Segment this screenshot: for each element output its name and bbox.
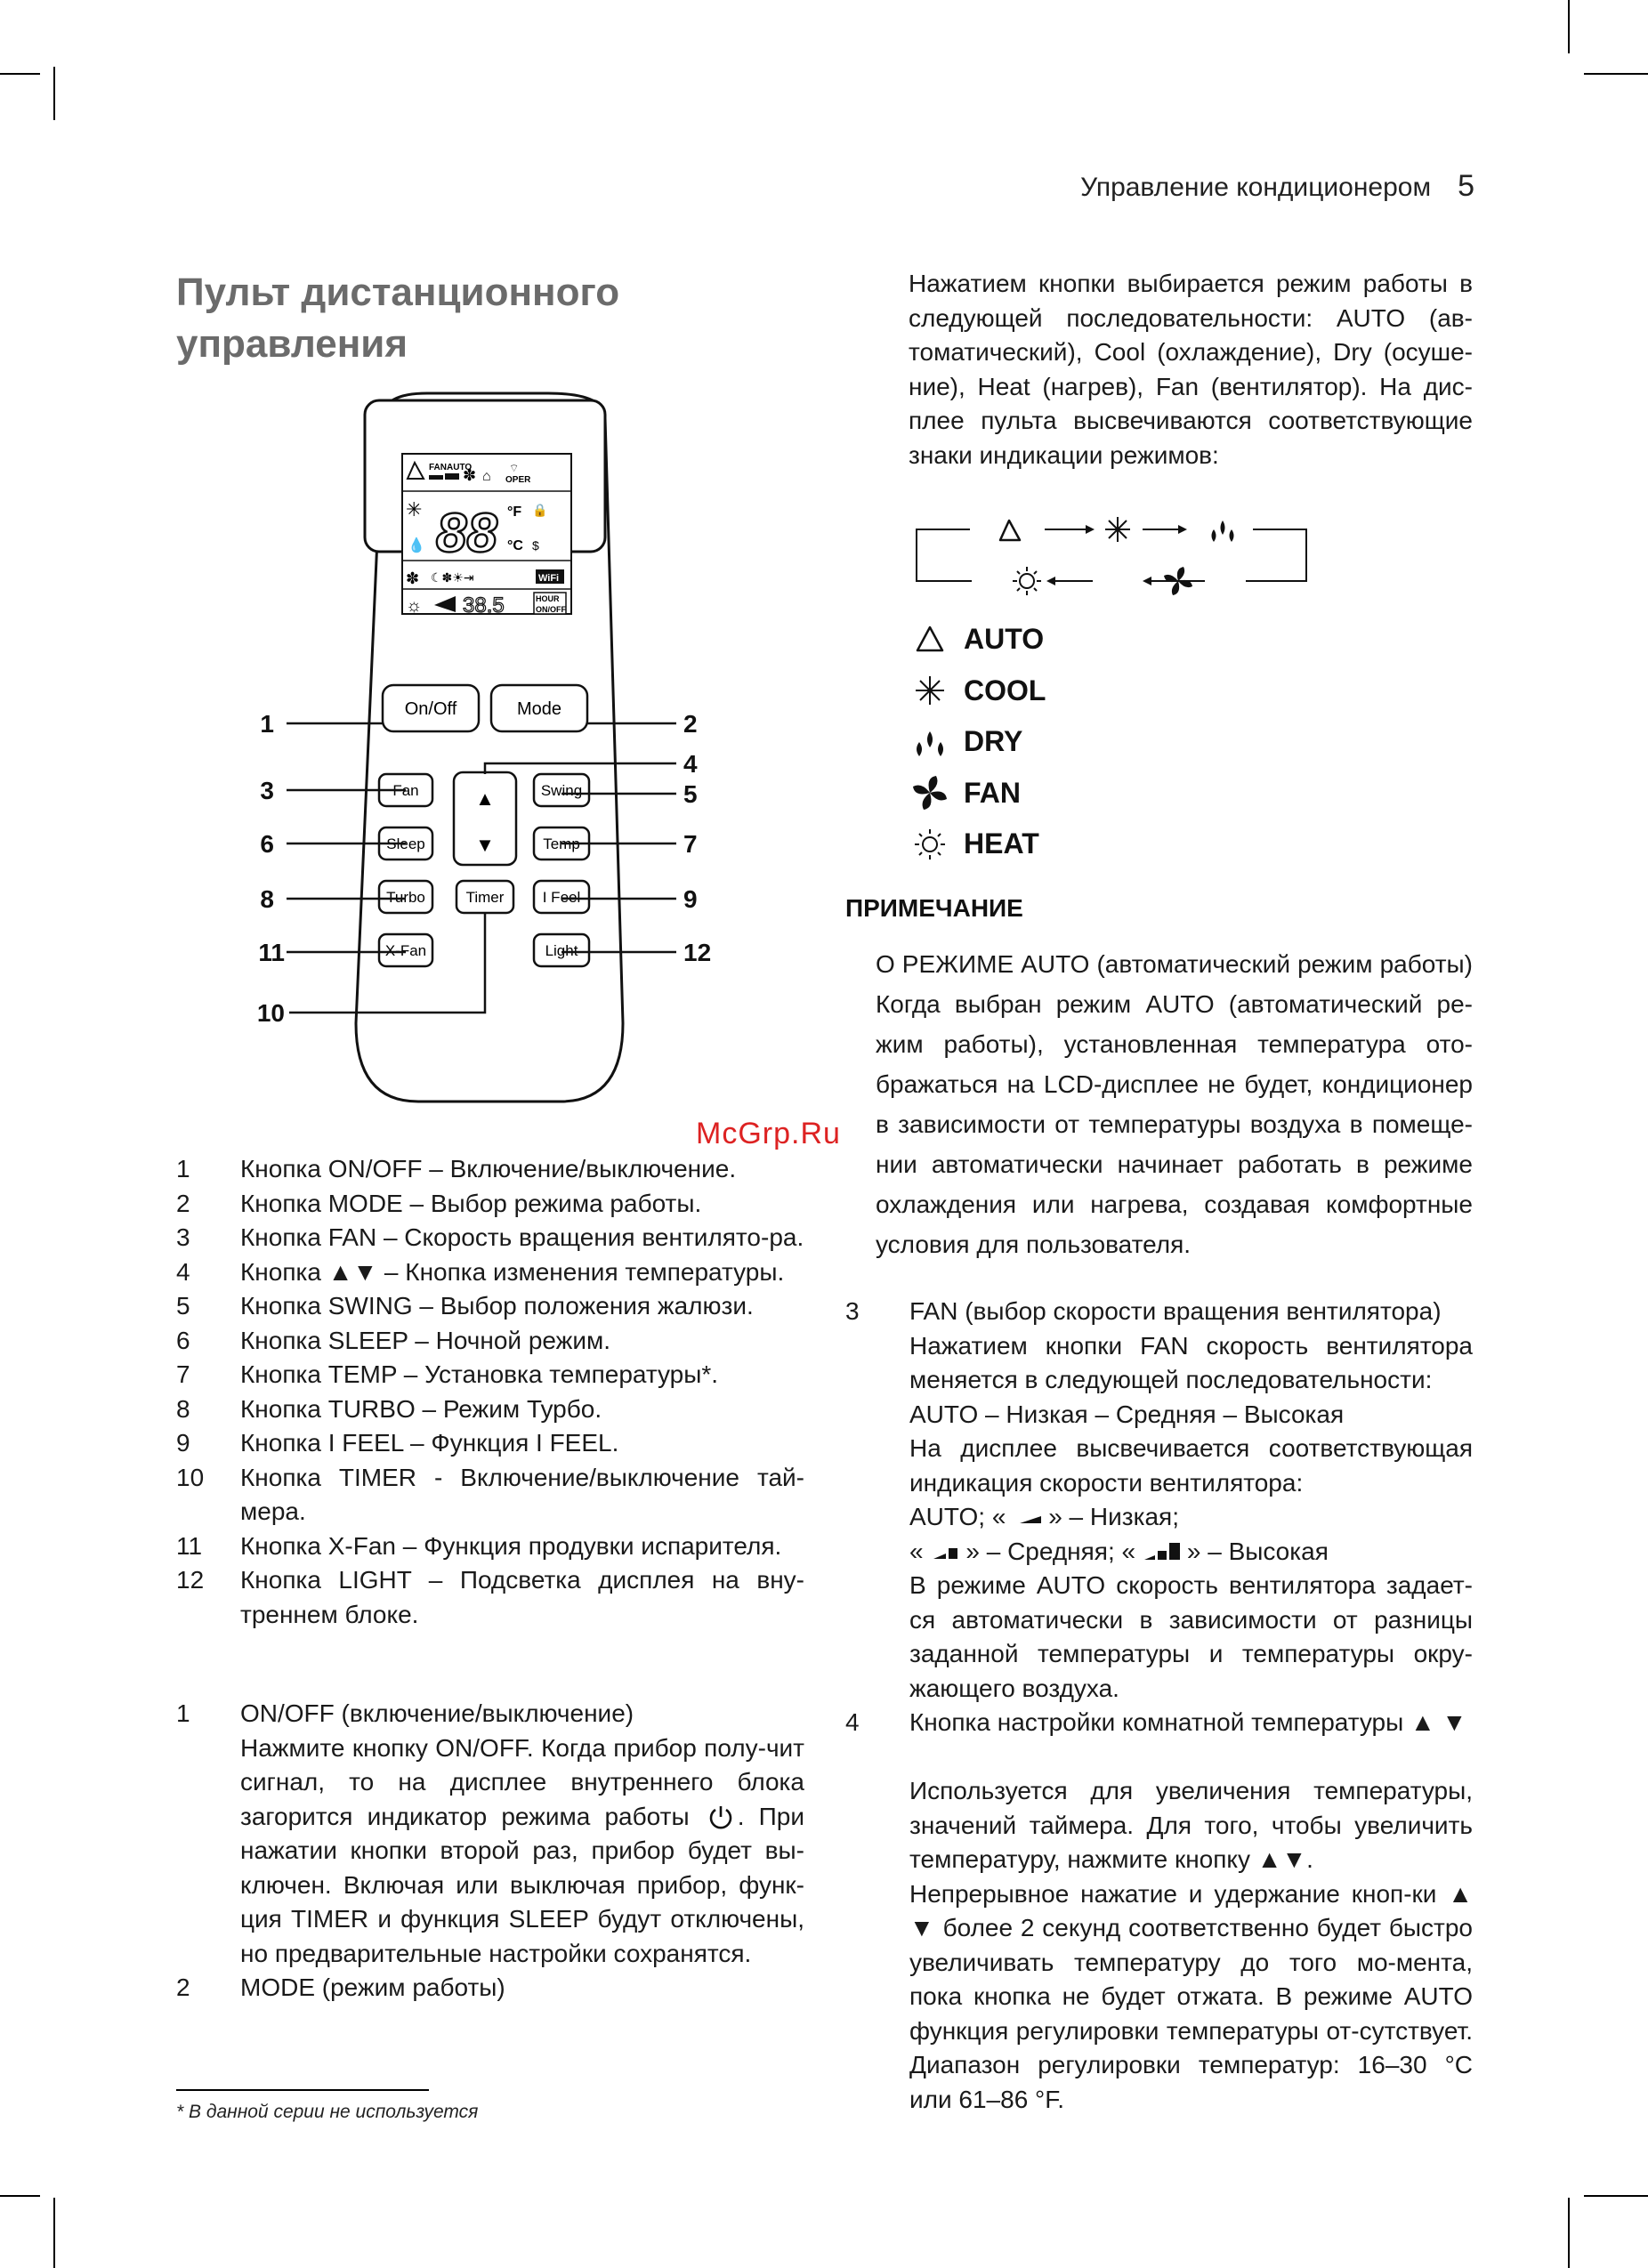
list-number: 12 (176, 1566, 205, 1594)
auto-icon (1000, 521, 1020, 540)
callout-11: 11 (258, 939, 285, 966)
mode-label: AUTO (964, 623, 1045, 656)
dollar-icon: $ (532, 538, 539, 553)
fan-icon: ✽ (463, 466, 477, 484)
item-body: AUTO – Низкая – Средняя – Высокая (909, 1400, 1345, 1428)
lcd-wifi: WiFi (538, 573, 560, 584)
list-text: Кнопка LIGHT – Подсветка дисплея на вну-треннем блоке. (240, 1566, 804, 1628)
sun-icon (1013, 567, 1041, 595)
mode-label: FAN (964, 776, 1021, 809)
list-item (176, 1697, 804, 1971)
fan-icon (1164, 567, 1192, 595)
list-number: 11 (176, 1531, 203, 1560)
list-number: 9 (176, 1429, 190, 1457)
list-item (176, 1152, 804, 1187)
callout-9: 9 (683, 885, 698, 913)
sun-icon (912, 825, 958, 864)
callout-7: 7 (683, 830, 698, 858)
swing-button-label: Swing (540, 782, 583, 799)
note-text: О РЕЖИМЕ AUTO (автоматический режим работы) Когда выбран режим AUTO (автоматический ре-жим работы), установленная температура ото-бражаться на LCD-дисплее не будет, кондиционер в зависимости от температуры воздуха в помеще-нии автоматически начинает работать в режиме охлаждения или нагрева, создавая комфортные условия для пользователя. (876, 950, 1473, 1258)
item-title: Кнопка настройки комнатной температуры ▲ ▼ (909, 1708, 1467, 1736)
item-title: FAN (выбор скорости вращения вентилятора) (909, 1297, 1442, 1325)
remote-illustration (249, 383, 730, 1139)
lcd-deg-f: °F (507, 504, 522, 520)
list-text: Кнопка SLEEP – Ночной режим. (240, 1326, 611, 1354)
title-line: управления (176, 322, 408, 366)
title-line: Пульт дистанционного (176, 270, 620, 314)
mode-legend (912, 614, 1046, 870)
list-text: Кнопка TEMP – Установка температуры*. (240, 1360, 719, 1388)
fan-speed-mid-high: « » – Средняя; « » – Высокая (909, 1537, 1329, 1565)
callout-1: 1 (260, 710, 274, 738)
house-icon: ⌂ (482, 469, 491, 484)
power-icon (707, 1804, 734, 1830)
list-number: 10 (176, 1463, 205, 1491)
temp-button-label: Temp (543, 835, 580, 852)
list-text: Кнопка TIMER - Включение/выключение тай-мера. (240, 1463, 804, 1525)
ifeel-button-label: I Feel (542, 889, 581, 906)
sun-icon: ☼ (406, 596, 423, 616)
item-title: ON/OFF (включение/выключение) (240, 1699, 634, 1727)
item-title: MODE (режим работы) (240, 1973, 505, 2001)
list-text: Кнопка FAN – Скорость вращения вентилято-ра. (240, 1223, 804, 1251)
wifi-signal-icon: ⌔ (509, 462, 520, 474)
lcd-fan-label: FAN (429, 463, 447, 472)
callout-4: 4 (683, 750, 698, 778)
snowflake-icon (1105, 517, 1130, 542)
mode-button-label: Mode (516, 699, 562, 719)
footnote-divider (176, 2089, 429, 2091)
list-item (912, 768, 1046, 819)
crop-mark (1568, 0, 1570, 53)
lcd-hour: HOUR (536, 594, 560, 603)
footnote: * В данной серии не используется (176, 2102, 479, 2122)
list-number: 2 (176, 1189, 190, 1217)
fan-icon: ✽ (406, 569, 420, 587)
button-legend-list (176, 1152, 804, 1632)
list-text: Кнопка X-Fan – Функция продувки испарителя. (240, 1531, 782, 1560)
item-body: Непрерывное нажатие и удержание кноп-ки ▲ ▼ более 2 секунд соответственно будет быстро увеличивать температуру до того мо-мента, пока кнопка не будет отжата. В режиме AUTO функция регулировки температуры от-сутствует. Диапазон регулировки температур: 16–30 °C или 61–86 °F. (909, 1879, 1473, 2113)
crop-mark (53, 67, 55, 120)
list-number: 4 (845, 1708, 860, 1736)
list-number: 1 (176, 1155, 190, 1182)
light-button-label: Light (545, 942, 578, 959)
item-body: Используется для увеличения температуры, значений таймера. Для того, чтобы увеличить температуру, нажмите кнопку ▲▼. (909, 1777, 1473, 1873)
lcd-temperature: 88 (436, 503, 497, 564)
item-body: Нажмите кнопку ON/OFF. Когда прибор полу-чит сигнал, то на дисплее внутреннего блока загорится индикатор режима работы . При нажатии кнопки второй раз, прибор будет вы-ключен. Включая или выключая прибор, функ-ция TIMER и функция SLEEP будут отключены, но предварительные настройки сохранятся. (240, 1733, 804, 1967)
list-item (176, 1529, 804, 1564)
list-item (176, 1358, 804, 1392)
list-text: Кнопка MODE – Выбор режима работы. (240, 1189, 702, 1217)
item-body: В режиме AUTO скорость вентилятора задает-ся автоматически в зависимости от разницы заданной температуры и температуры окру-жающего воздуха. (909, 1571, 1473, 1702)
fan-icon (912, 773, 958, 812)
lcd-timer-value: 38.5 (463, 593, 505, 617)
lcd-oper-label: OPER (505, 475, 531, 485)
item-body: На дисплее высвечивается соответствующая индикация скорости вентилятора: (909, 1434, 1473, 1497)
list-number: 3 (845, 1297, 860, 1325)
list-item (176, 1255, 804, 1290)
callout-6: 6 (260, 830, 274, 858)
snowflake-icon: ✳ (406, 498, 423, 521)
callout-8: 8 (260, 885, 274, 913)
list-item (176, 1563, 804, 1632)
fan-button-label: Fan (392, 782, 419, 799)
callout-3: 3 (260, 777, 274, 804)
mode-cycle-diagram (908, 503, 1335, 609)
list-item (176, 1324, 804, 1359)
lcd-deg-c: °C (507, 538, 523, 553)
list-number: 8 (176, 1394, 190, 1423)
crop-mark (0, 73, 40, 75)
drops-icon: 💧 (408, 538, 425, 553)
list-item (176, 1392, 804, 1427)
fan-speed-high-icon (1143, 1540, 1187, 1563)
header-section: Управление кондиционером (1080, 173, 1432, 202)
crop-mark (1584, 2195, 1648, 2197)
drops-icon (912, 722, 958, 762)
list-item (176, 1461, 804, 1529)
onoff-button-label: On/Off (404, 699, 457, 719)
fan-speed-low: AUTO; « » – Низкая; (909, 1503, 1179, 1530)
temp-up-icon: ▲ (475, 787, 495, 810)
item-body: Нажатием кнопки FAN скорость вентилятора меняется в следующей последовательности: (909, 1331, 1473, 1393)
note-heading: ПРИМЕЧАНИЕ (845, 894, 1023, 922)
lcd-auto-label: AUTO (447, 463, 473, 472)
timer-button-label: Timer (465, 889, 505, 906)
list-item (845, 1706, 1473, 2117)
mode-label: DRY (964, 725, 1023, 758)
turbo-button-label: Turbo (386, 889, 425, 906)
sleep-icon: ☾✽☀⇥ (431, 570, 474, 585)
list-item (912, 614, 1046, 666)
list-item (845, 1295, 1473, 1706)
list-number: 3 (176, 1223, 190, 1251)
auto-icon (912, 620, 958, 659)
list-number: 1 (176, 1699, 190, 1727)
list-text: Кнопка I FEEL – Функция I FEEL. (240, 1429, 619, 1457)
drops-icon (1212, 521, 1234, 542)
xfan-button-label: X-Fan (384, 942, 427, 959)
list-text: Кнопка TURBO – Режим Турбо. (240, 1394, 602, 1423)
page-number: 5 (1458, 169, 1474, 203)
crop-mark (53, 2198, 55, 2268)
fan-speed-low-icon (1013, 1509, 1048, 1527)
list-text: Кнопка ON/OFF – Включение/выключение. (240, 1155, 737, 1182)
fan-speed-mid-icon (930, 1543, 965, 1562)
list-text: Кнопка ▲▼ – Кнопка изменения температуры. (240, 1257, 785, 1286)
list-item (912, 716, 1046, 768)
remote-svg (249, 383, 730, 1139)
mode-label: HEAT (964, 827, 1039, 860)
lock-icon: 🔒 (532, 503, 548, 517)
running-header (1080, 169, 1474, 204)
list-text: Кнопка SWING – Выбор положения жалюзи. (240, 1292, 754, 1320)
list-number: 5 (176, 1292, 190, 1320)
description-left (176, 1697, 804, 2006)
list-item (176, 1289, 804, 1324)
crop-mark (1584, 73, 1648, 75)
crop-mark (0, 2195, 40, 2197)
list-item (176, 1221, 804, 1255)
callout-10: 10 (256, 999, 285, 1027)
list-number: 2 (176, 1973, 190, 2001)
callout-2: 2 (683, 710, 698, 738)
list-item (912, 666, 1046, 717)
page-title (176, 267, 728, 370)
callout-5: 5 (683, 780, 698, 808)
list-item (176, 1971, 804, 2006)
list-item (176, 1187, 804, 1222)
list-item (912, 819, 1046, 870)
list-number: 6 (176, 1326, 190, 1354)
list-number: 7 (176, 1360, 190, 1388)
watermark: McGrp.Ru (696, 1117, 841, 1150)
mode-label: COOL (964, 674, 1046, 706)
list-number: 4 (176, 1257, 190, 1286)
list-item (176, 1426, 804, 1461)
description-right (845, 1295, 1473, 2117)
lcd-onoff: ON/OFF (536, 605, 566, 614)
temp-down-icon: ▼ (475, 834, 495, 856)
crop-mark (1568, 2198, 1570, 2268)
snowflake-icon (912, 671, 958, 710)
callout-12: 12 (683, 939, 712, 966)
sleep-button-label: Sleep (386, 835, 425, 852)
mode-intro-paragraph: Нажатием кнопки выбирается режим работы в следующей последовательности: AUTO (ав-томатический), Cool (охлаждение), Dry (осуше-ние), Heat (нагрев), Fan (вентилятор). На дис-плее пульта высвечиваются соответствующие знаки индикации режимов: (909, 270, 1473, 469)
